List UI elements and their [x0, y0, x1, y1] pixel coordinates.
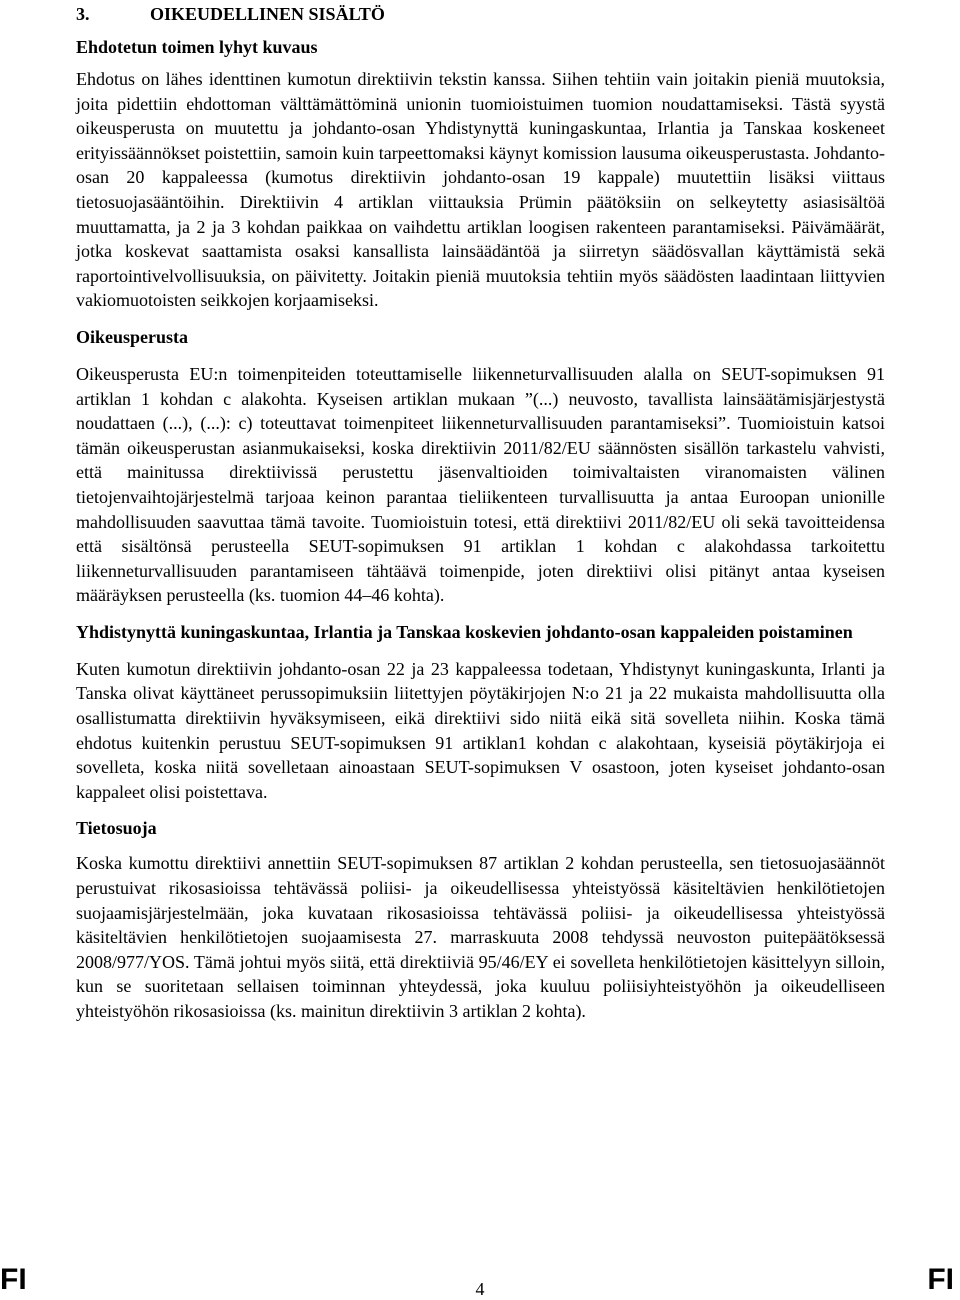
section-heading	[76, 2, 885, 26]
section-number: 3.	[76, 4, 90, 24]
heading-brief-description: Ehdotetun toimen lyhyt kuvaus	[76, 37, 318, 57]
heading-data-protection: Tietosuoja	[76, 818, 157, 839]
paragraph-brief-description: Ehdotus on lähes identtinen kumotun direktiivin tekstin kanssa. Siihen tehtiin vain joitakin pieniä muutoksia, joita pidettiin ehdottoman välttämättöminä unionin tuomioistuimen tuomion noudattamiseksi. Tästä syystä oikeusperusta on muutettu ja johdanto-osan Yhdistynyttä kuningaskuntaa, Irlantia ja Tanskaa koskeneet erityissäännökset poistettiin, samoin kuin tarpeettomaksi käynyt komission lausuma oikeusperustasta. Johdanto-osan 20 kappaleessa (kumotus direktiivin johdanto-osan 19 kappale) muutettiin lisäksi viittaus tietosuojasääntöihin. Direktiivin 4 artiklan viittauksia Prümin päätöksiin on selkeytetty asiasisältöä muuttamatta, ja 2 ja 3 kohdan paikkaa on vaihdettu artiklan loogisen rakenteen parantamiseksi. Päivämäärät, jotka koskevat saattamista osaksi kansallista lainsäädäntöä ja siirretyn säädösvallan käyttämistä sekä raportointivelvollisuuksia, on päivitetty. Joitakin pieniä muutoksia tehtiin myös säädösten laadintaan liittyvien vakiomuotoisten seikkojen korjaamiseksi.	[76, 69, 885, 311]
paragraph-data-protection: Koska kumottu direktiivi annettiin SEUT-sopimuksen 87 artiklan 2 kohdan perusteella, sen tietosuojasäännöt perustuivat rikosasioissa tehtävässä poliisi- ja oikeudellisessa yhteistyössä käsiteltävien henkilötietojen suojaamisjärjestelmään, joka kuvataan rikosasioissa tehtävässä poliisi- ja oikeudellisessa yhteistyössä käsiteltävien henkilötietojen suojaamisesta 27. marraskuuta 2008 tehdyssä neuvoston puitepäätöksessä 2008/977/YOS. Tämä johtui myös siitä, että direktiiviä 95/46/EY ei sovelleta henkilötietojen käsittelyyn silloin, kun se suoritetaan sellaisen toiminnan yhteydessä, joka kuuluu poliisiyhteistyöhön ja oikeudelliseen yhteistyöhön rikosasioissa (ks. mainitun direktiivin 3 artiklan 2 kohta).	[76, 853, 885, 1021]
footer-language-left: FI	[0, 1263, 27, 1296]
paragraph-legal-basis: Oikeusperusta EU:n toimenpiteiden toteuttamiselle liikenneturvallisuuden alalla on SEUT-sopimuksen 91 artiklan 1 kohdan c alakohta. Kyseisen artiklan mukaan ”(...) neuvosto, tavallista lainsäätämisjärjestystä noudattaen (...), (...): c) toteuttavat toimenpiteet liikenneturvallisuuden parantamiseksi”. Tuomioistuin katsoi tämän oikeusperustan asianmukaiseksi, koska direktiivin 2011/82/EU säännösten sisällön tarkastelu vahvisti, että mainitussa direktiivissä perustettu jäsenvaltioiden toimivaltaisten viranomaisten välinen tietojenvaihtojärjestelmä tarjoaa keinon parantaa tieliikenteen turvallisuutta ja antaa Euroopan unionille mahdollisuuden saavuttaa tämä tavoite. Tuomioistuin totesi, että direktiivi 2011/82/EU oli sekä tavoitteidensa että sisältönsä perusteella SEUT-sopimuksen 91 artiklan 1 kohdan c alakohdassa tarkoitettu liikenneturvallisuuden parantamiseen tähtäävä toimenpide, joten direktiivi olisi pitänyt antaa kyseisen määräyksen perusteella (ks. tuomion 44–46 kohta).	[76, 363, 885, 606]
heading-legal-basis: Oikeusperusta	[76, 326, 189, 347]
paragraph-recital-removal: Kuten kumotun direktiivin johdanto-osan 22 ja 23 kappaleessa todetaan, Yhdistynyt kuningaskunta, Irlanti ja Tanska olivat käyttäneet perussopimuksiin liitettyjen pöytäkirjojen N:o 21 ja 22 mukaista mahdollisuutta olla osallistumatta direktiivin hyväksymiseen, eikä direktiivi sido niitä eikä sitä sovelleta niihin. Koska tämä ehdotus kuitenkin perustuu SEUT-sopimuksen 91 artiklan1 kohdan c alakohtaan, kyseisiä pöytäkirjoja ei sovelleta, koska niitä sovelletaan ainoastaan SEUT-sopimuksen V osastoon, joten kyseiset johdanto-osan kappaleet olisi poistettava.	[76, 658, 885, 802]
heading-recital-removal: Yhdistynyttä kuningaskuntaa, Irlantia ja Tanskaa koskevien johdanto-osan kappaleiden poistaminen	[76, 621, 853, 642]
document-page	[76, 0, 885, 1024]
section-title: OIKEUDELLINEN SISÄLTÖ	[150, 4, 385, 24]
footer-language-right: FI	[927, 1263, 954, 1296]
footer-page-number: 4	[475, 1279, 485, 1299]
